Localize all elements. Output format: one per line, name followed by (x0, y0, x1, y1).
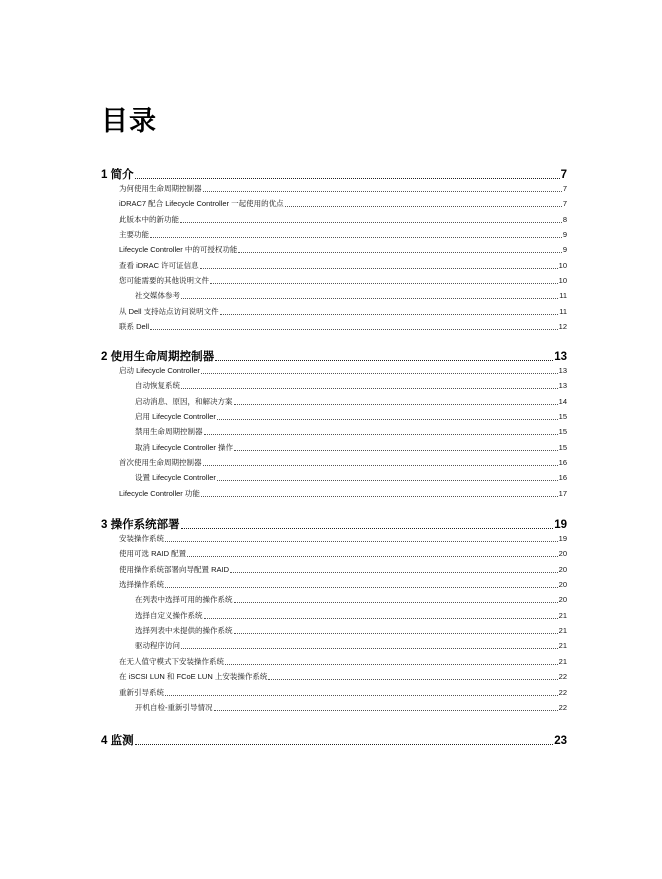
dot-leader (135, 178, 560, 179)
dot-leader (234, 450, 558, 451)
dot-leader (215, 360, 553, 361)
toc-chapter-label: 2 使用生命周期控制器 (101, 351, 215, 363)
toc-chapter-page-number: 19 (554, 519, 567, 531)
toc-entry-label: 使用操作系统部署向导配置 RAID (119, 564, 230, 574)
dot-leader (203, 465, 558, 466)
dot-leader (217, 480, 558, 481)
toc-entry-page-number: 21 (558, 626, 567, 636)
dot-leader (200, 268, 558, 269)
toc-chapter[interactable] (101, 350, 567, 364)
dot-leader (181, 298, 558, 299)
toc-chapter-label: 3 操作系统部署 (101, 519, 180, 531)
toc-chapter-page-number: 13 (554, 351, 567, 363)
dot-leader (201, 496, 558, 497)
toc-entry[interactable] (135, 703, 567, 713)
toc-entry-page-number: 13 (558, 366, 567, 375)
toc-entry-label: 取消 Lifecycle Controller 操作 (135, 442, 233, 452)
toc-entry-page-number: 21 (558, 656, 567, 666)
dot-leader (187, 556, 558, 557)
dot-leader (234, 404, 558, 405)
dot-leader (210, 283, 558, 284)
toc-entry-label: 开机自检-重新引导情况 (135, 702, 213, 712)
toc-entry-label: 选择自定义操作系统 (135, 610, 203, 620)
toc-entry-label: 设置 Lifecycle Controller (135, 473, 216, 483)
toc-entry-label: 在无人值守模式下安装操作系统 (119, 656, 224, 666)
toc-chapter[interactable] (101, 734, 567, 748)
toc-entry[interactable] (135, 443, 567, 453)
toc-entry-page-number: 22 (558, 702, 567, 712)
dot-leader (181, 648, 558, 649)
toc-entry[interactable] (119, 458, 567, 468)
toc-chapter-label: 4 监测 (101, 735, 134, 747)
toc-entry-label: 在列表中选择可用的操作系统 (135, 595, 233, 605)
toc-entry-page-number: 12 (558, 322, 567, 332)
toc-entry[interactable] (119, 322, 567, 332)
toc-entry-page-number: 16 (558, 473, 567, 483)
dot-leader (165, 695, 558, 696)
toc-entry-label: 首次使用生命周期控制器 (119, 458, 202, 468)
toc-entry-label: Lifecycle Controller 中的可授权功能 (119, 245, 238, 255)
toc-entry[interactable] (119, 565, 567, 575)
dot-leader (204, 434, 558, 435)
toc-entry[interactable] (119, 489, 567, 499)
toc-entry[interactable] (135, 611, 567, 621)
toc-entry-page-number: 16 (558, 458, 567, 468)
toc-entry[interactable] (119, 657, 567, 667)
toc-entry[interactable] (119, 549, 567, 559)
toc-entry[interactable] (135, 397, 567, 407)
dot-leader (214, 710, 558, 711)
toc-entry-page-number: 22 (558, 687, 567, 697)
toc-entry-label: 查看 iDRAC 许可证信息 (119, 260, 199, 270)
toc-entry-page-number: 13 (558, 381, 567, 391)
toc-entry-page-number: 21 (558, 641, 567, 651)
dot-leader (204, 618, 558, 619)
toc-entry-label: 重新引导系统 (119, 687, 164, 697)
toc-entry-label: 选择操作系统 (119, 580, 164, 590)
toc-entry-page-number: 10 (558, 276, 567, 286)
toc-entry-page-number: 15 (558, 427, 567, 437)
toc-entry-page-number: 7 (562, 199, 567, 209)
dot-leader (268, 679, 557, 680)
toc-entry-page-number: 7 (562, 184, 567, 193)
toc-entry-label: 禁用生命周期控制器 (135, 427, 203, 437)
toc-chapter-page-number: 7 (560, 169, 567, 181)
toc-entry-label: 自动恢复系统 (135, 381, 180, 391)
toc-entry-label: Lifecycle Controller 功能 (119, 488, 200, 498)
toc-entry-label: 联系 Dell (119, 322, 150, 332)
dot-leader (230, 572, 558, 573)
toc-entry-page-number: 19 (558, 534, 567, 543)
toc-entry-label: 此版本中的新功能 (119, 214, 179, 224)
toc-entry[interactable] (119, 230, 567, 240)
toc-entry-page-number: 9 (562, 245, 567, 255)
toc-entry[interactable] (135, 626, 567, 636)
dot-leader (217, 419, 558, 420)
toc-entry-page-number: 15 (558, 412, 567, 422)
toc-entry[interactable] (119, 276, 567, 286)
toc-entry[interactable] (119, 534, 567, 544)
dot-leader (203, 191, 562, 192)
toc-chapter[interactable] (101, 168, 567, 182)
dot-leader (150, 237, 562, 238)
toc-chapter-page-number: 23 (554, 735, 567, 747)
toc-entry-page-number: 20 (558, 580, 567, 590)
dot-leader (201, 373, 558, 374)
toc-entry[interactable] (135, 641, 567, 651)
dot-leader (180, 222, 562, 223)
toc-entry[interactable] (119, 215, 567, 225)
toc-chapter-label: 1 简介 (101, 169, 134, 181)
page-title: 目录 (101, 106, 157, 136)
toc-entry-label: 启用 Lifecycle Controller (135, 412, 216, 422)
toc-entry-label: 安装操作系统 (119, 534, 164, 543)
toc-chapter[interactable] (101, 518, 567, 532)
toc-entry[interactable] (135, 595, 567, 605)
toc-entry-page-number: 11 (559, 291, 567, 301)
toc-entry-page-number: 10 (558, 260, 567, 270)
dot-leader (165, 587, 558, 588)
toc-entry[interactable] (135, 291, 567, 301)
toc-entry-label: 驱动程序访问 (135, 641, 180, 651)
toc-entry-label: 从 Dell 支持站点访问说明文件 (119, 306, 219, 316)
toc-entry[interactable] (119, 261, 567, 271)
toc-entry-page-number: 15 (558, 442, 567, 452)
dot-leader (220, 314, 559, 315)
toc-entry[interactable] (119, 307, 567, 317)
toc-entry-page-number: 9 (562, 230, 567, 240)
dot-leader (181, 528, 554, 529)
dot-leader (150, 329, 558, 330)
dot-leader (234, 602, 558, 603)
dot-leader (234, 633, 558, 634)
toc-entry[interactable] (119, 688, 567, 698)
toc-entry-page-number: 14 (558, 396, 567, 406)
dot-leader (135, 744, 554, 745)
toc-entry-page-number: 21 (558, 610, 567, 620)
toc-entry[interactable] (135, 473, 567, 483)
toc-entry[interactable] (119, 672, 567, 682)
toc-entry-label: 社交媒体参考 (135, 291, 180, 301)
toc-entry-page-number: 20 (558, 549, 567, 559)
toc-entry-label: 主要功能 (119, 230, 149, 240)
toc-entry-page-number: 20 (558, 595, 567, 605)
toc-entry[interactable] (135, 427, 567, 437)
toc-entry-label: 启动 Lifecycle Controller (119, 366, 200, 375)
toc-entry-page-number: 22 (558, 672, 567, 682)
toc-entry[interactable] (119, 184, 567, 194)
toc-entry-page-number: 11 (559, 306, 567, 316)
toc-entry[interactable] (119, 366, 567, 376)
toc-entry-label: iDRAC7 配合 Lifecycle Controller 一起使用的优点 (119, 199, 284, 209)
toc-entry[interactable] (119, 580, 567, 590)
toc-entry[interactable] (135, 381, 567, 391)
toc-entry[interactable] (119, 199, 567, 209)
dot-leader (165, 541, 558, 542)
toc-entry-page-number: 20 (558, 564, 567, 574)
dot-leader (181, 388, 558, 389)
toc-entry-label: 使用可选 RAID 配置 (119, 549, 187, 559)
toc-entry-label: 为何使用生命周期控制器 (119, 184, 202, 193)
toc-entry-page-number: 8 (562, 214, 567, 224)
dot-leader (238, 252, 561, 253)
toc-entry[interactable] (119, 245, 567, 255)
toc-entry-label: 您可能需要的其他说明文件 (119, 276, 209, 286)
toc-entry-label: 选择列表中未提供的操作系统 (135, 626, 233, 636)
toc-entry-label: 启动消息、原因，和解决方案 (135, 396, 233, 406)
toc-entry-label: 在 iSCSI LUN 和 FCoE LUN 上安装操作系统 (119, 672, 268, 682)
toc-entry-page-number: 17 (558, 488, 567, 498)
toc-entry[interactable] (135, 412, 567, 422)
dot-leader (285, 206, 562, 207)
dot-leader (225, 664, 558, 665)
